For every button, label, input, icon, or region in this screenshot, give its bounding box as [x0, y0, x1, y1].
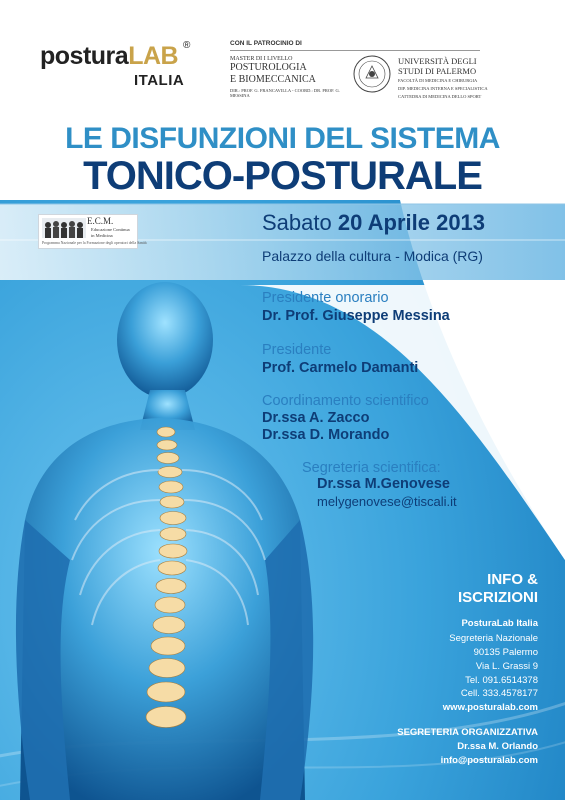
- info-heading-line1: INFO &: [487, 571, 538, 588]
- role-presidente-onorario: Presidente onorario: [262, 290, 389, 306]
- ecm-title: E.C.M.: [87, 216, 114, 226]
- master-block: [230, 56, 345, 98]
- info-cell: Cell. 333.4578177: [460, 688, 538, 699]
- posturalab-logo: [40, 42, 190, 92]
- info-tel: Tel. 091.6514378: [465, 675, 538, 686]
- university-line2: STUDI DI PALERMO: [398, 66, 477, 76]
- master-credits: DIR.: PROF. G. FRANCAVILLA - COORD.: DR. PROF. G. MESSINA: [230, 88, 340, 98]
- university-block: [398, 56, 498, 100]
- ecm-line1: Educazione Continua: [91, 227, 130, 232]
- event-venue: Palazzo della cultura - Modica (RG): [262, 248, 483, 264]
- role-segreteria-scientifica: Segreteria scientifica:: [302, 460, 441, 476]
- faculty-line1: FACOLTÀ DI MEDICINA E CHIRURGIA: [398, 78, 478, 83]
- event-day: Sabato: [262, 210, 332, 235]
- patronage-label: CON IL PATROCINIO DI: [230, 40, 302, 47]
- info-org-sec-label: SEGRETERIA ORGANIZZATIVA: [397, 727, 538, 738]
- info-org: PosturaLab Italia: [461, 618, 538, 629]
- logo-wordmark: [40, 42, 178, 71]
- event-date-value: 20 Aprile 2013: [337, 210, 486, 235]
- master-level: MASTER DI I LIVELLO: [230, 56, 293, 62]
- title-line2: TONICO-POSTURALE: [83, 154, 482, 198]
- ecm-badge: [38, 214, 147, 249]
- name-messina: Dr. Prof. Giuseppe Messina: [262, 308, 450, 324]
- faculty-line3: CATTEDRA DI MEDICINA DELLO SPORT: [398, 94, 482, 99]
- role-coordinamento: Coordinamento scientifico: [262, 393, 429, 409]
- role-presidente: Presidente: [262, 342, 332, 358]
- master-line1: POSTUROLOGIA: [230, 62, 307, 73]
- info-address-3: Via L. Grassi 9: [475, 661, 538, 672]
- event-date: [262, 210, 485, 236]
- email-genovese[interactable]: melygenovese@tiscali.it: [317, 494, 457, 509]
- info-address-1: Segreteria Nazionale: [449, 633, 538, 644]
- name-morando: Dr.ssa D. Morando: [262, 427, 390, 443]
- university-seal-icon: [352, 54, 392, 94]
- name-genovese: Dr.ssa M.Genovese: [317, 476, 450, 492]
- name-damanti: Prof. Carmelo Damanti: [262, 360, 419, 376]
- ecm-footer: Programma Nazionale per la Formazione degli operatori della Sanità: [42, 241, 147, 245]
- faculty-line2: DIP. MEDICINA INTERNA E SPECIALISTICA: [398, 86, 488, 91]
- name-zacco: Dr.ssa A. Zacco: [262, 410, 370, 426]
- master-line2: E BIOMECCANICA: [230, 74, 316, 85]
- info-org-sec-email[interactable]: info@posturalab.com: [440, 755, 538, 766]
- logo-registered: ®: [183, 40, 191, 51]
- ecm-group-icon: [42, 218, 86, 238]
- info-address-2: 90135 Palermo: [473, 647, 538, 658]
- ecm-line2: in Medicina: [91, 233, 113, 238]
- info-web-link[interactable]: www.posturalab.com: [442, 702, 538, 713]
- info-org-sec-name: Dr.ssa M. Orlando: [457, 741, 538, 752]
- logo-part1: postura: [40, 42, 129, 70]
- logo-part2: LAB: [128, 42, 179, 70]
- divider: [230, 50, 480, 51]
- info-heading-line2: ISCRIZIONI: [457, 589, 538, 606]
- university-line1: UNIVERSITÀ DEGLI: [398, 56, 477, 66]
- logo-sub: ITALIA: [134, 72, 185, 89]
- title-line1: LE DISFUNZIONI DEL SISTEMA: [65, 122, 500, 155]
